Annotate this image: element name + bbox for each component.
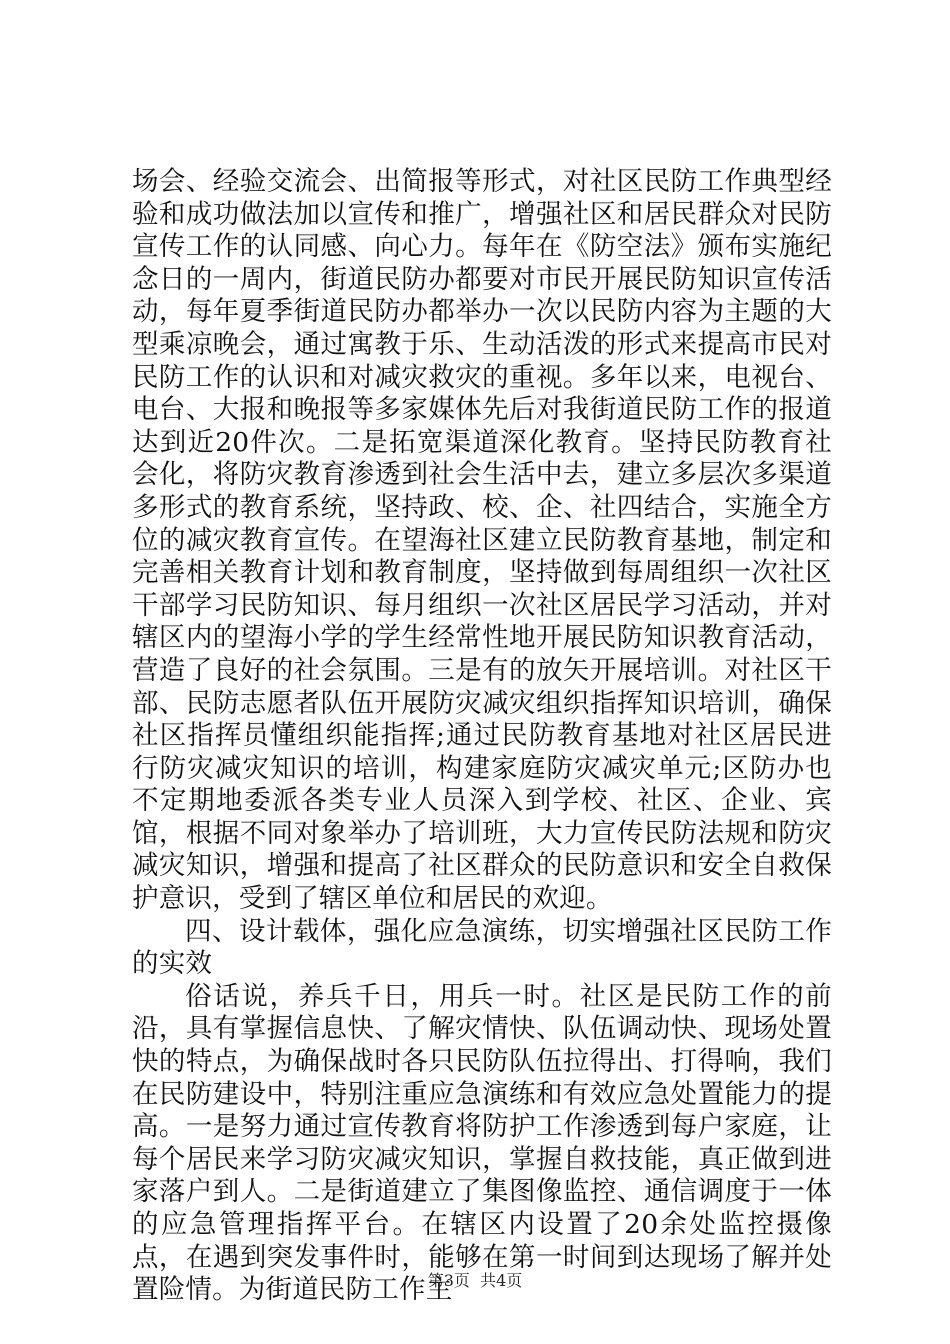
section-heading-four: 四、设计载体，强化应急演练，切实增强社区民防工作的实效 [132, 915, 832, 980]
paragraph-continuation: 场会、经验交流会、出简报等形式，对社区民防工作典型经验和成功做法加以宣传和推广，增强社区和居民群众对民防宣传工作的认同感、向心力。每年在《防空法》颁布实施纪念日的一周内，街道民防办都要对市民开展民防知识宣传活动，每年夏季街道民防办都举办一次以民防内容为主题的大型乘凉晚会，通过寓教于乐、生动活泼的形式来提高市民对民防工作的认识和对减灾救灾的重视。多年以来，电视台、电台、大报和晚报等多家媒体先后对我街道民防工作的报道达到近20件次。二是拓宽渠道深化教育。坚持民防教育社会化，将防灾教育渗透到社会生活中去，建立多层次多渠道多形式的教育系统，坚持政、校、企、社四结合，实施全方位的减灾教育宣传。在望海社区建立民防教育基地，制定和完善相关教育计划和教育制度，坚持做到每周组织一次社区干部学习民防知识、每月组织一次社区居民学习活动，并对辖区内的望海小学的学生经常性地开展民防知识教育活动，营造了良好的社会氛围。三是有的放矢开展培训。对社区干部、民防志愿者队伍开展防灾减灾组织指挥知识培训，确保社区指挥员懂组织能指挥;通过民防教育基地对社区居民进行防灾减灾知识的培训，构建家庭防灾减灾单元;区防办也不定期地委派各类专业人员深入到学校、社区、企业、宾馆，根据不同对象举办了培训班，大力宣传民防法规和防灾减灾知识，增强和提高了社区群众的民防意识和安全自救保护意识，受到了辖区单位和居民的欢迎。 [132, 166, 832, 915]
document-body [132, 166, 832, 1307]
page-number-label: 第3页 共4页 [427, 1271, 523, 1290]
page-footer [0, 1271, 950, 1291]
paragraph-section-four: 俗话说，养兵千日，用兵一时。社区是民防工作的前沿，具有掌握信息快、了解灾情快、队伍调动快、现场处置快的特点，为确保战时各只民防队伍拉得出、打得响，我们在民防建设中，特别注重应急演练和有效应急处置能力的提高。一是努力通过宣传教育将防护工作渗透到每户家庭，让每个居民来学习防灾减灾知识，掌握自救技能，真正做到进家落户到人。二是街道建立了集图像监控、通信调度于一体的应急管理指挥平台。在辖区内设置了20余处监控摄像点，在遇到突发事件时，能够在第一时间到达现场了解并处置险情。为街道民防工作主 [132, 980, 832, 1306]
